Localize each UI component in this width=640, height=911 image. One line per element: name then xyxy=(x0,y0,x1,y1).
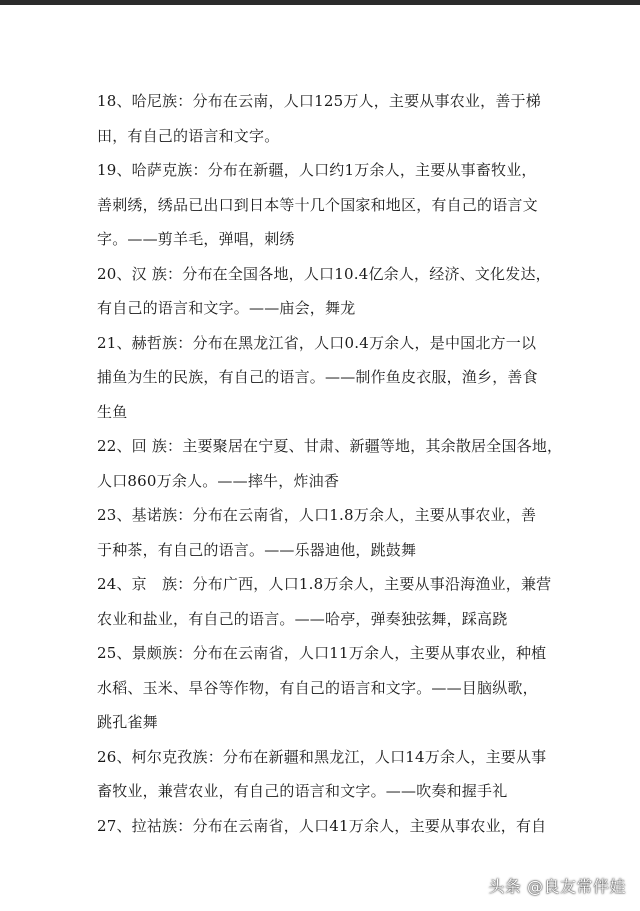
entry-line: 农业和盐业，有自己的语言。——哈亭，弹奏独弦舞，踩高跷 xyxy=(97,609,508,628)
entry-22 xyxy=(97,429,563,498)
entry-line: 捕鱼为生的民族，有自己的语言。——制作鱼皮衣服，渔乡，善食 xyxy=(97,368,538,386)
entry-line: 24、京 族：分布广西，人口1.8万余人，主要从事沿海渔业，兼营 xyxy=(97,575,552,593)
entry-25 xyxy=(97,636,557,740)
watermark: 头条 @良友常伴娃 xyxy=(488,877,626,896)
entry-line: 20、汉 族：分布在全国各地，人口10.4亿余人，经济、文化发达， xyxy=(97,264,551,283)
entry-line: 人口860万余人。——摔牛，炸油香 xyxy=(97,471,340,490)
entry-line: 跳孔雀舞 xyxy=(97,713,158,731)
entry-26 xyxy=(97,740,557,809)
entry-line: 田，有自己的语言和文字。 xyxy=(97,126,280,145)
entry-line: 畜牧业，兼营农业，有自己的语言和文字。——吹奏和握手礼 xyxy=(97,782,508,800)
entry-line: 19、哈萨克族：分布在新疆，人口约1万余人，主要从事畜牧业， xyxy=(97,161,537,179)
entry-24 xyxy=(97,567,557,636)
entry-19 xyxy=(97,153,557,257)
entry-21 xyxy=(97,326,557,430)
entry-line: 字。——剪羊毛，弹唱，刺绣 xyxy=(97,230,295,248)
entry-line: 有自己的语言和文字。——庙会，舞龙 xyxy=(97,299,356,317)
entry-20 xyxy=(97,257,557,326)
entry-27 xyxy=(97,809,557,844)
top-edge-bar xyxy=(0,0,640,5)
entry-line: 于种茶，有自己的语言。——乐器迪他，跳鼓舞 xyxy=(97,540,417,559)
entry-line: 22、回 族：主要聚居在宁夏、甘肃、新疆等地，其余散居全国各地， xyxy=(97,437,563,455)
entry-line: 善刺绣，绣品已出口到日本等十几个国家和地区，有自己的语言文 xyxy=(97,195,538,214)
entry-18 xyxy=(97,84,557,153)
entry-line: 27、拉祜族：分布在云南省，人口41万余人，主要从事农业，有自 xyxy=(97,816,547,835)
entry-line: 18、哈尼族：分布在云南，人口125万人，主要从事农业，善于梯 xyxy=(97,92,541,110)
entry-line: 26、柯尔克孜族：分布在新疆和黑龙江，人口14万余人，主要从事 xyxy=(97,747,547,766)
entry-line: 生鱼 xyxy=(97,402,128,421)
entry-23 xyxy=(97,498,557,567)
entry-line: 23、基诺族：分布在云南省，人口1.8万余人，主要从事农业，善 xyxy=(97,506,537,524)
document-body xyxy=(97,84,563,843)
entry-line: 25、景颇族：分布在云南省，人口11万余人，主要从事农业，种植 xyxy=(97,644,547,662)
entry-line: 水稻、玉米、旱谷等作物，有自己的语言和文字。——目脑纵歌， xyxy=(97,678,538,697)
entry-line: 21、赫哲族：分布在黑龙江省，人口0.4万余人，是中国北方一以 xyxy=(97,333,537,352)
